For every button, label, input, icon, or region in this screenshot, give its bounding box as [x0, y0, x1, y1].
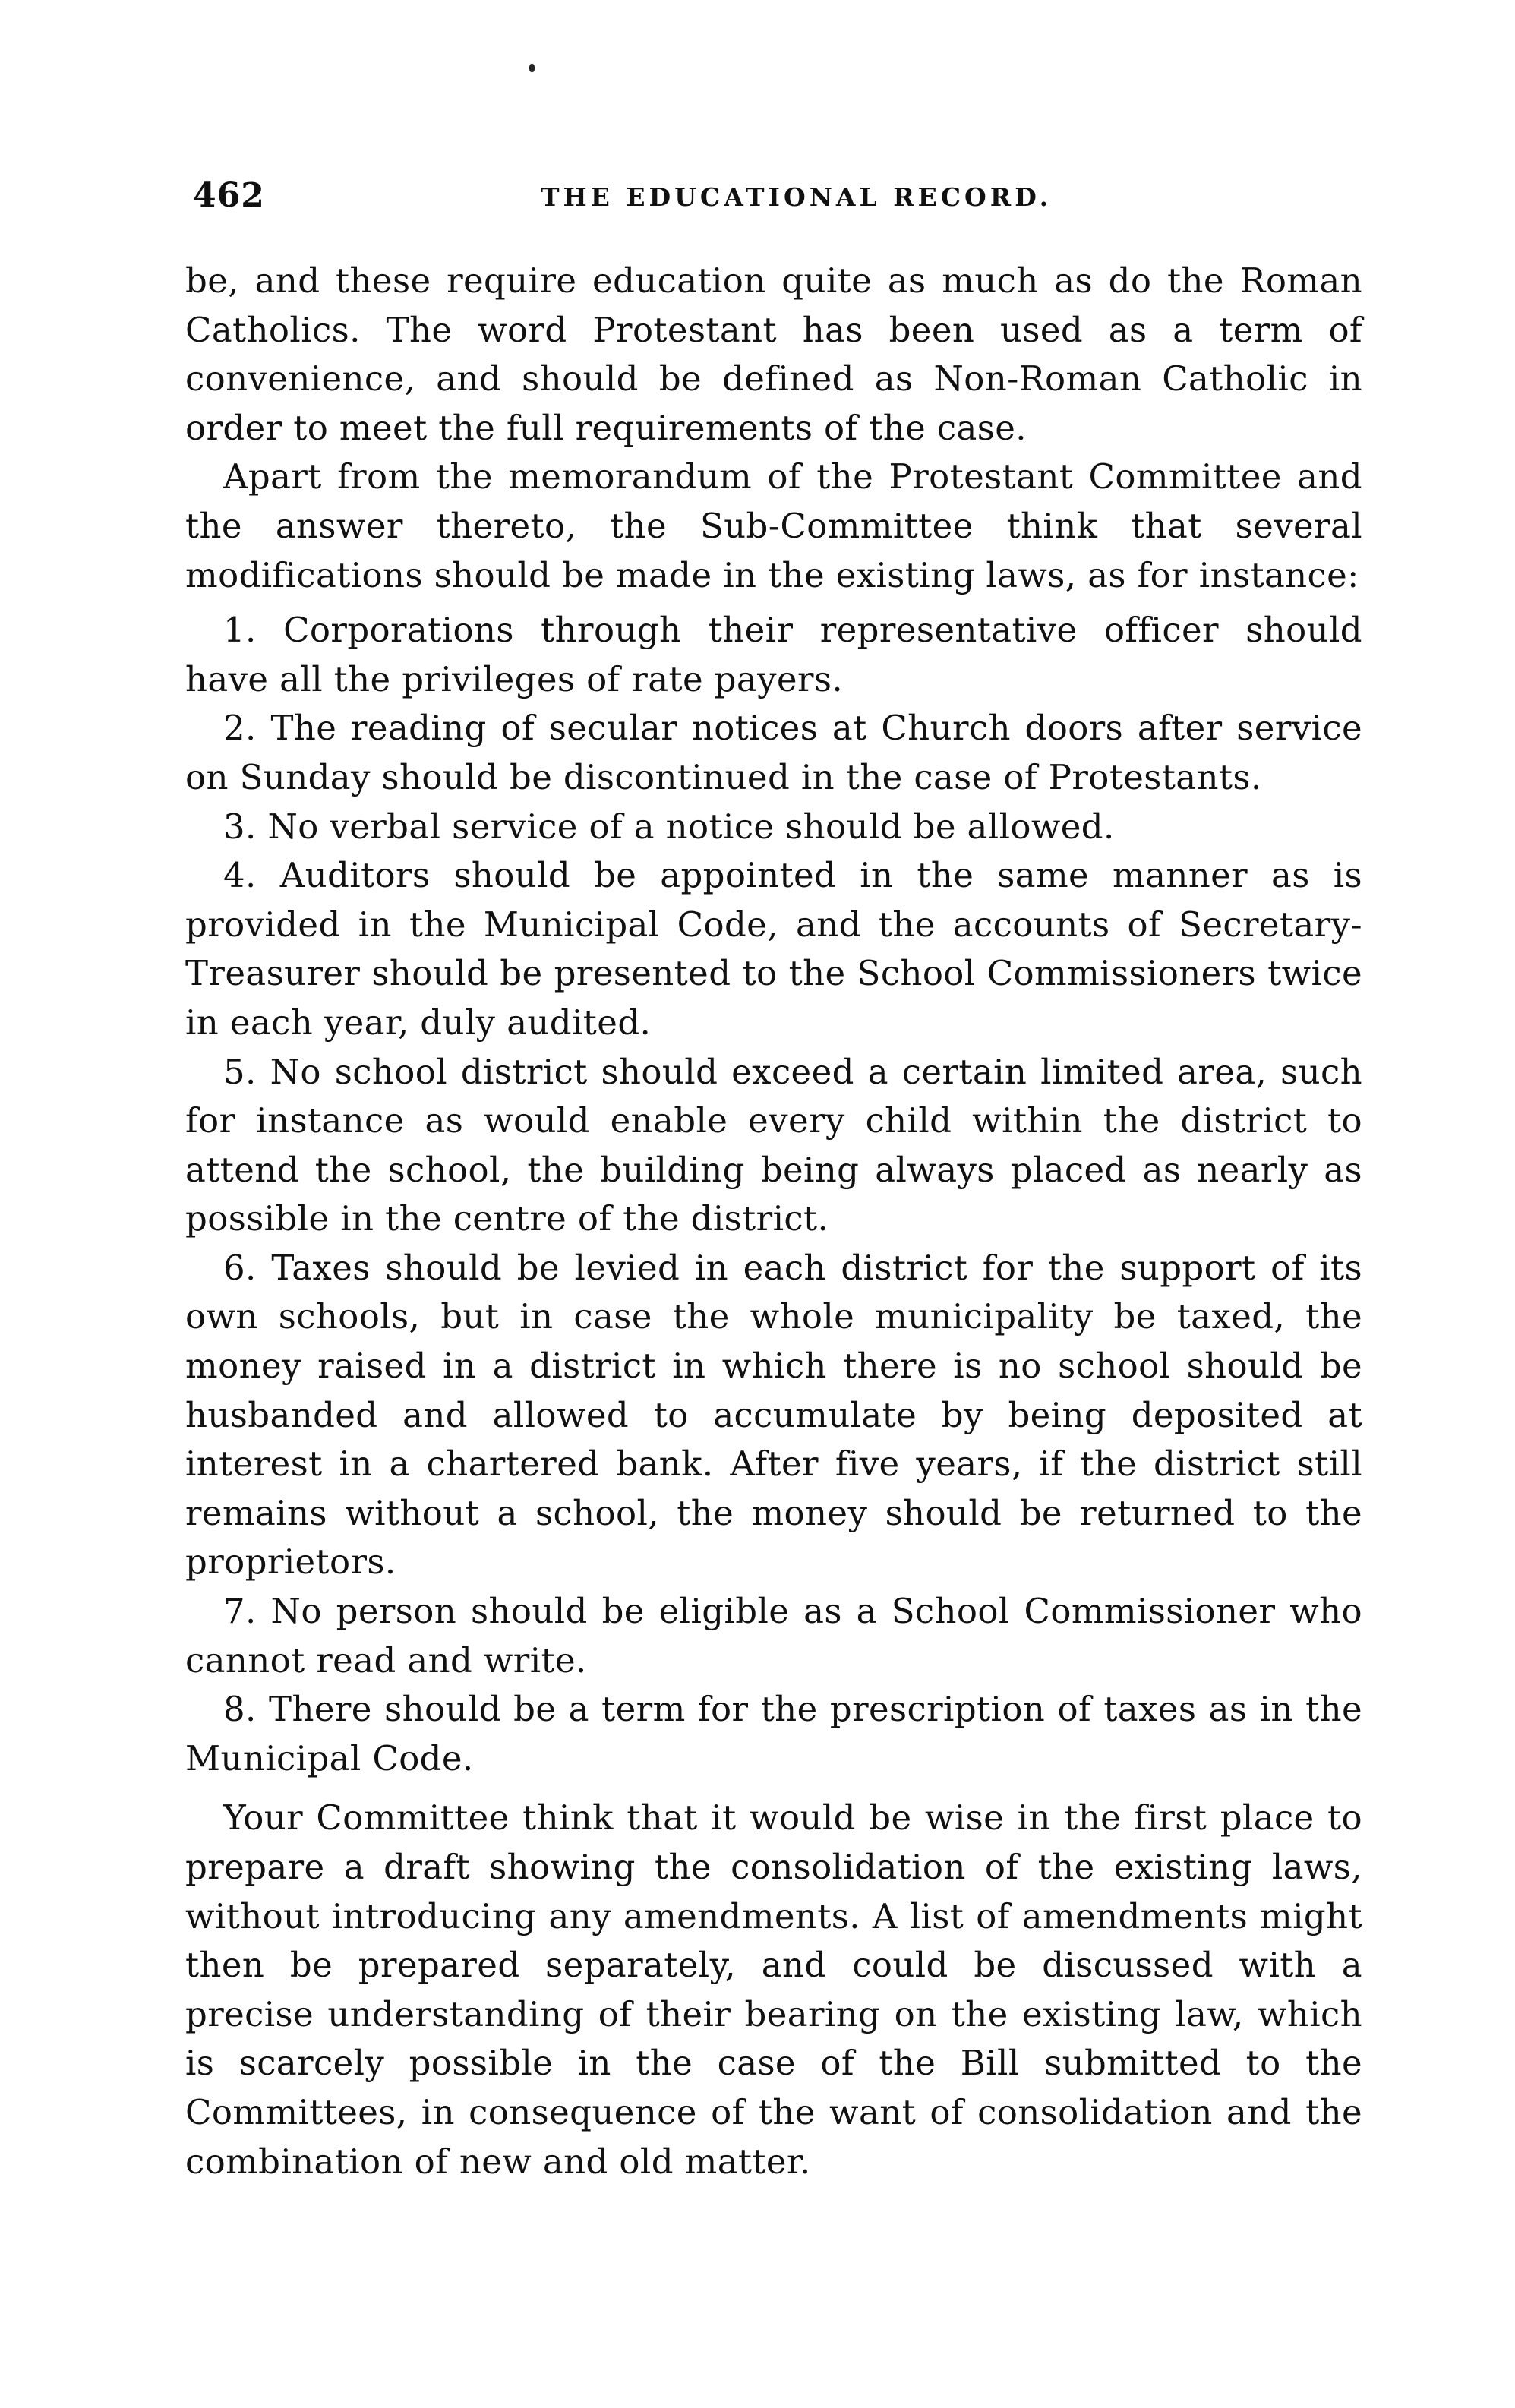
running-head — [193, 176, 1361, 219]
list-item-1: 1. Corporations through their representative officer should have all the privileges of rate payers. — [185, 610, 1362, 699]
list-item-2: 2. The reading of secular notices at Church doors after service on Sunday should be discontinued in the case of Protestants. — [185, 708, 1362, 797]
list-item-5: 5. No school district should exceed a certain limited area, such for instance as would enable every child within the district to attend the school, the building being always placed as nearly as possible in the centre of the district. — [185, 1051, 1362, 1239]
paragraph-apart-from: Apart from the memorandum of the Protestant Committee and the answer thereto, the Sub-Committee think that several modifications should be made in the existing laws, as for instance: — [185, 456, 1362, 595]
body-text — [185, 257, 1362, 2186]
continuation-paragraph: be, and these require education quite as much as do the Roman Catholics. The word Protestant has been used as a term of convenience, and should be defined as Non-Roman Catholic in order to meet the full requirements of the case. — [185, 260, 1362, 448]
list-item-6: 6. Taxes should be levied in each district for the support of its own schools, but in case the whole municipality be taxed, the money raised in a district in which there is no school should be husbanded and allowed to accumulate by being deposited at interest in a chartered bank. After five years, if the district still remains without a school, the money should be returned to the proprietors. — [185, 1247, 1362, 1583]
list-item-4: 4. Auditors should be appointed in the same manner as is provided in the Municipal Code, and the accounts of Secretary-Treasurer should be presented to the School Commissioners twice in each year, duly audited. — [185, 855, 1362, 1043]
paragraph-your-committee: Your Committee think that it would be wise in the first place to prepare a draft showing the consolidation of the existing laws, without introducing any amendments. A list of amendments might then be prepared separately, and could be discussed with a precise understanding of their bearing on the existing law, which is scarcely possible in the case of the Bill submitted to the Committees, in consequence of the want of consolidation and the combination of new and old matter. — [185, 1797, 1362, 2182]
page-number: 462 — [193, 176, 265, 215]
list-item-7: 7. No person should be eligible as a School Commissioner who cannot read and write. — [185, 1591, 1362, 1681]
list-item-3: 3. No verbal service of a notice should be allowed. — [223, 806, 1115, 847]
list-item-8: 8. There should be a term for the prescription of taxes as in the Municipal Code. — [185, 1689, 1362, 1778]
scan-speck — [529, 64, 535, 72]
running-title: THE EDUCATIONAL RECORD. — [541, 182, 1053, 212]
